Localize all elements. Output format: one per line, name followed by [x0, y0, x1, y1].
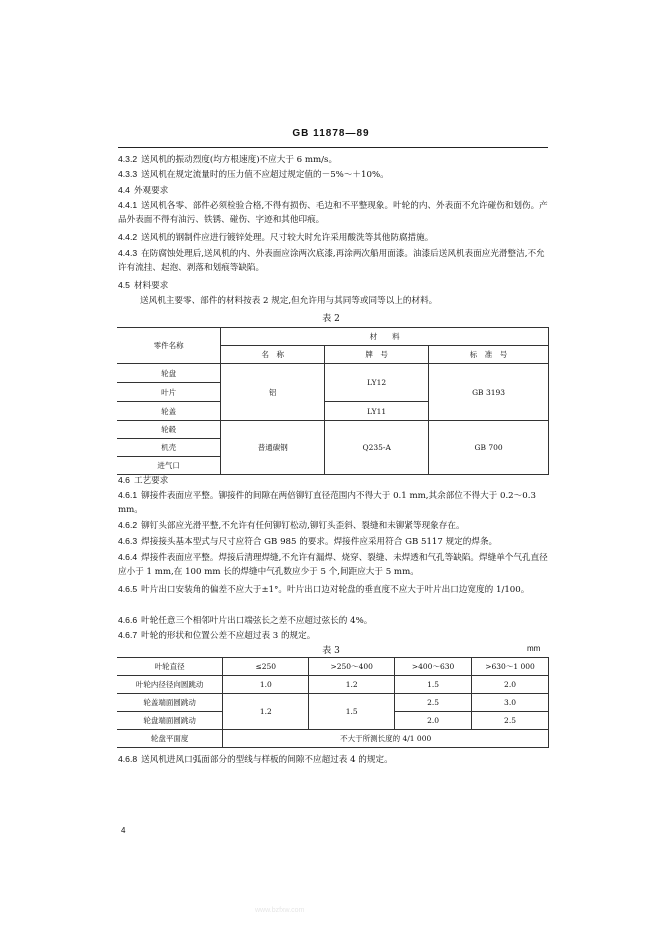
clause-4-6-2: 4.6.2 铆钉头部应光滑平整,不允许有任何铆钉松动,铆钉头歪斜、裂缝和未铆紧等现象存在。 [118, 520, 465, 531]
material-name-cell: 铝 [221, 364, 325, 421]
grade-cell: LY11 [325, 402, 429, 421]
grade-header: 牌 号 [325, 346, 429, 364]
part-name-header: 零件名称 [117, 328, 221, 364]
column-header: 叶轮直径 [117, 658, 223, 676]
table-cell: 3.0 [472, 694, 549, 712]
column-header: >400～630 [395, 658, 472, 676]
table-cell: 1.5 [309, 694, 395, 730]
table-3-caption: 表 3 [322, 646, 340, 656]
table-cell: 1.2 [223, 694, 309, 730]
materials-intro: 送风机主要零、部件的材料按表 2 规定,但允许用与其同等或同等以上的材料。 [140, 296, 438, 306]
part-cell: 进气口 [117, 457, 221, 475]
part-cell: 轮毂 [117, 421, 221, 439]
clause-4-6-8: 4.6.8 送风机进风口弧面部分的型线与样板的间隙不应超过表 4 的规定。 [118, 754, 393, 765]
column-header: ≤250 [223, 658, 309, 676]
grade-cell: LY12 [325, 364, 429, 402]
clause-4-4-1: 4.4.1 送风机各零、部件必须检验合格,不得有损伤、毛边和不平整现象。叶轮的内、外表面不允许碰伤和划伤。产品外表面不得有油污、铁锈、碰伤、字迹和其他印痕。 [118, 200, 548, 225]
material-name-header: 名 称 [221, 346, 325, 364]
clause-4-6-7: 4.6.7 叶轮的形状和位置公差不应超过表 3 的规定。 [118, 630, 316, 641]
flatness-value: 不大于所测长度的 4/1 000 [223, 730, 549, 748]
grade-cell: Q235-A [325, 421, 429, 475]
header-rule [118, 147, 548, 148]
clause-4-4-2: 4.4.2 送风机的钢制件应进行镀锌处理。尺寸较大时允许采用酸洗等其他防腐措施。 [118, 232, 434, 243]
materials-table [117, 327, 549, 475]
table-cell: 2.5 [395, 694, 472, 712]
part-cell: 叶片 [117, 383, 221, 402]
section-4-4-heading: 4.4 外观要求 [118, 185, 169, 196]
material-name-cell: 普通碳钢 [221, 421, 325, 475]
table-2-caption: 表 2 [322, 314, 340, 324]
page-number: 4 [121, 826, 126, 835]
tolerance-table [117, 657, 549, 748]
standard-header: 标 准 号 [429, 346, 549, 364]
clause-4-3-2: 4.3.2 送风机的振动烈度(均方根速度)不应大于 6 mm/s。 [118, 154, 338, 165]
table-cell: 2.0 [472, 676, 549, 694]
section-4-6-heading: 4.6 工艺要求 [118, 475, 169, 486]
part-cell: 轮盖 [117, 402, 221, 421]
part-cell: 机壳 [117, 439, 221, 457]
clause-4-6-4: 4.6.4 焊接件表面应平整。焊接后清理焊缝,不允许有漏焊、烧穿、裂缝、未焊透和气孔等缺陷。焊缝单个气孔直径应小于 1 mm,在 100 mm 长的焊缝中气孔数应少于 5 个,间距应大于 5 mm。 [118, 552, 548, 577]
row-label: 轮盖端面圆跳动 [117, 694, 223, 712]
clause-4-4-3: 4.4.3 在防腐蚀处理后,送风机的内、外表面应涂两次底漆,再涂两次船用面漆。油漆后送风机表面应光滑整洁,不允许有流挂、起泡、剥落和划痕等缺陷。 [118, 248, 545, 273]
table-cell: 2.0 [395, 712, 472, 730]
standard-cell: GB 700 [429, 421, 549, 475]
table-cell: 2.5 [472, 712, 549, 730]
clause-4-6-5: 4.6.5 叶片出口安装角的偏差不应大于±1°。叶片出口边对轮盘的垂直度不应大于叶片出口边宽度的 1/100。 [118, 584, 530, 595]
watermark: www.bzfxw.com [255, 907, 305, 914]
standard-cell: GB 3193 [429, 364, 549, 421]
clause-4-3-3: 4.3.3 送风机在规定流量时的压力值不应超过规定值的－5%～＋10%。 [118, 169, 389, 180]
part-cell: 轮盘 [117, 364, 221, 383]
column-header: >630～1 000 [472, 658, 549, 676]
standard-number-header: GB 11878—89 [292, 128, 370, 139]
clause-4-6-6: 4.6.6 叶轮任意三个相邻叶片出口端弦长之差不应超过弦长的 4%。 [118, 615, 373, 626]
material-header: 材 料 [221, 328, 549, 346]
clause-4-6-1: 4.6.1 铆接件表面应平整。铆接件的间隙在两倍铆钉直径范围内不得大于 0.1 mm,其余部位不得大于 0.2～0.3 mm。 [118, 490, 536, 515]
table-cell: 1.2 [309, 676, 395, 694]
column-header: >250～400 [309, 658, 395, 676]
clause-4-6-3: 4.6.3 焊接接头基本型式与尺寸应符合 GB 985 的要求。焊接件应采用符合 GB 5117 规定的焊条。 [118, 536, 498, 547]
table-cell: 1.5 [395, 676, 472, 694]
row-label: 轮盘端面圆跳动 [117, 712, 223, 730]
table-3-unit: mm [527, 644, 541, 653]
row-label: 叶轮内径径向圆跳动 [117, 676, 223, 694]
table-cell: 1.0 [223, 676, 309, 694]
row-label: 轮盘平面度 [117, 730, 223, 748]
section-4-5-heading: 4.5 材料要求 [118, 280, 169, 291]
